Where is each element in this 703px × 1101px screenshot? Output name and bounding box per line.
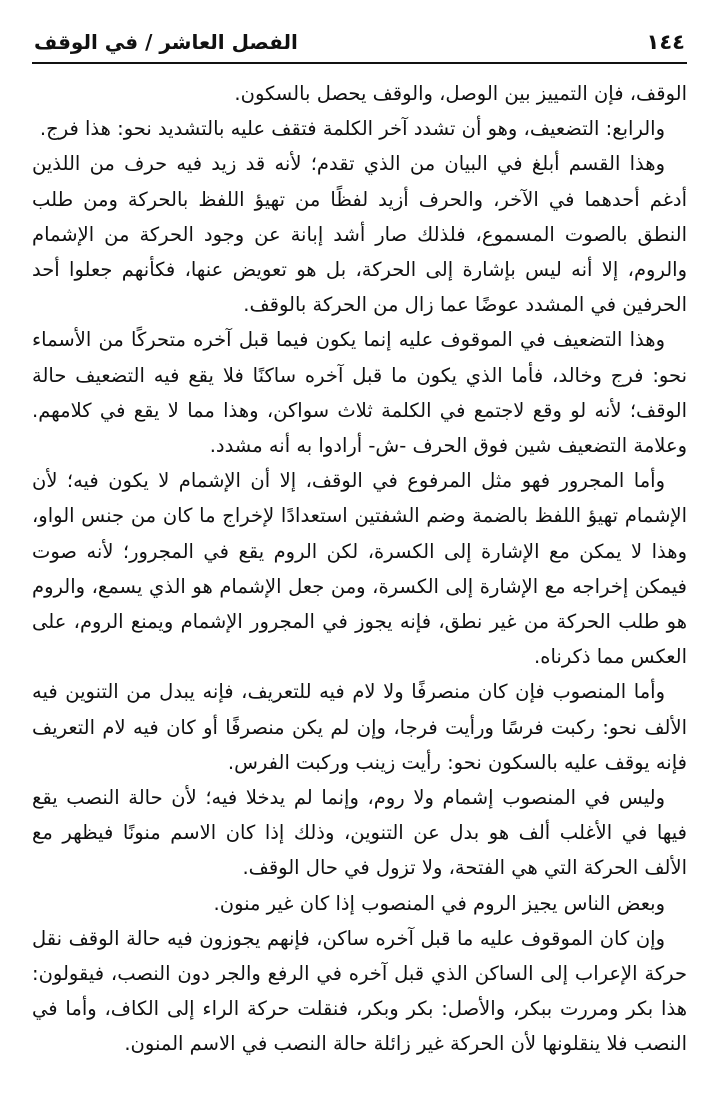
page-number: ١٤٤ [646,30,685,54]
body-text [32,64,687,1062]
paragraph-accusative: وأما المنصوب فإن كان منصرفًا ولا لام فيه للتعريف، فإنه يبدل من التنوين فيه الألف نحو: ركبت فرسًا ورأيت فرجا، وإن لم يكن منصرفًا أو كان فيه لام التعريف فإنه يوقف عليه بالسكون نحو: رأيت زينب وركبت الفرس. [32,680,687,774]
running-title: الفصل العاشر / في الوقف [34,30,298,54]
paragraph-fourth-type: والرابع: التضعيف، وهو أن تشدد آخر الكلمة فتقف عليه بالتشديد نحو: هذا فرج. [39,117,665,141]
paragraph-genitive: وأما المجرور فهو مثل المرفوع في الوقف، إلا أن الإشمام لا يكون فيه؛ لأن الإشمام تهيؤ اللفظ بالضمة وضم الشفتين استعدادًا لإخراج ما كان من جنس الواو، وهذا لا يمكن مع الإشارة إلى الكسرة، لكن الروم يقع في المجرور؛ لأنه صوت فيمكن إخراجه مع الإشارة إلى الكسرة، ومن جعل الإشمام هو الذي يسمع، والروم هو طلب الحركة من غير نطق، فإنه يجوز في المجرور الإشمام ويمنع الروم، على العكس مما ذكرناه. [32,469,687,669]
paragraph-some-people: وبعض الناس يجيز الروم في المنصوب إذا كان غير منون. [213,891,665,915]
paragraph-transfer: وإن كان الموقوف عليه ما قبل آخره ساكن، فإنهم يجوزون فيه حالة الوقف نقل حركة الإعراب إلى الساكن الذي قبل آخره في الرفع والجر دون النصب، فيقولون: هذا بكر ومررت ببكر، والأصل: بكر وبكر، فنقلت حركة الراء إلى الكاف، وأما في النصب فلا ينقلونها لأن الحركة غير زائلة حالة النصب في الاسم المنون. [32,926,687,1056]
paragraph-clarity: وهذا القسم أبلغ في البيان من الذي تقدم؛ لأنه قد زيد فيه حرف من اللذين أدغم أحدهما في الآخر، والحرف أزيد لفظًا من تهيؤ اللفظ بالحركة ومن طلب النطق بالصوت المسموع، فلذلك صار أشد إبانة عن وجود الحركة من الإشمام والروم، إلا أنه ليس بإشارة إلى الحركة، بل هو تعويض عنها، فكأنهم جعلوا أحد الحرفين في المشدد عوضًا عما زال من الحركة بالوقف. [32,152,687,317]
paragraph-no-ishmam: وليس في المنصوب إشمام ولا روم، وإنما لم يدخلا فيه؛ لأن حالة النصب يقع فيها في الأغلب ألف هو بدل عن التنوين، وذلك إذا كان الاسم منونًا فيظهر مع الألف الحركة التي هي الفتحة، ولا تزول في حال الوقف. [32,786,687,880]
page-header [32,28,687,64]
book-page [32,28,687,1101]
paragraph-continuation: الوقف، فإن التمييز بين الوصل، والوقف يحصل بالسكون. [234,82,687,105]
paragraph-doubling: وهذا التضعيف في الموقوف عليه إنما يكون فيما قبل آخره متحركًا من الأسماء نحو: فرج وخالد، فأما الذي يكون ما قبل آخره ساكنًا فلا يقع فيه التضعيف حالة الوقف؛ لأنه لو وقع لاجتمع في الكلمة ثلاث سواكن، وهذا مما لا يقع في كلامهم. وعلامة التضعيف شين فوق الحرف -ش- أرادوا به أنه مشدد. [32,328,687,458]
